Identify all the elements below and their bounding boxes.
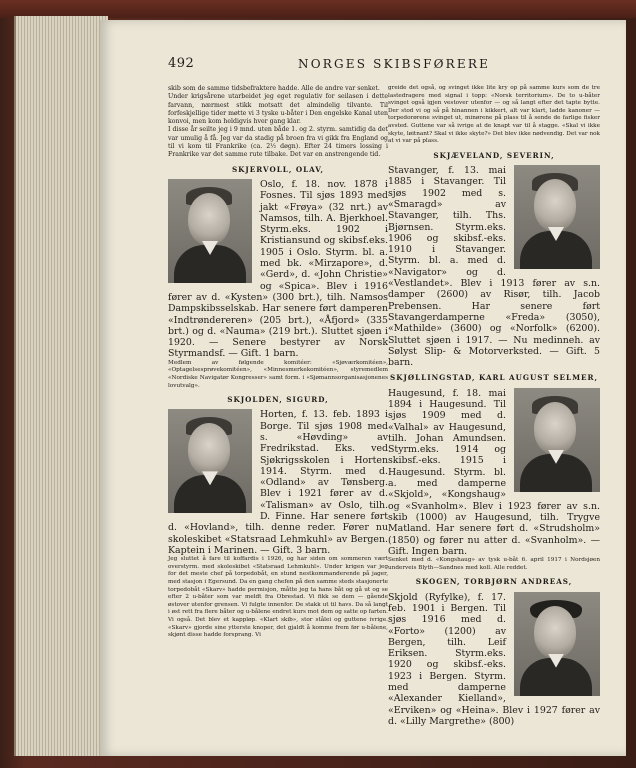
portrait-photo: [514, 592, 600, 696]
entry-heading: SKJÆVELAND, SEVERIN,: [433, 150, 555, 160]
entry-note: Medlem av følgende komitéer: «Sjøværkomitéen», «Optagelsesprøvekomitéen», «Minnesmerkekomitéen», styremedlem «Nordiske Navigatør Kongresser» samt form. i «Sjømannsorganisasjonenes lovutvalg».: [168, 359, 388, 389]
portrait-photo: [514, 165, 600, 269]
page-header: [168, 56, 628, 76]
portrait-photo: [168, 179, 252, 283]
portrait-photo: [168, 409, 252, 513]
right-column: [388, 85, 600, 727]
entry-heading: SKJERVOLL, OLAV,: [231, 164, 325, 174]
paragraph: greide det også, og svinget ikke lite kry op på samme kurs som de tre lastedragere med signal i topp: «Norsk territorium». De to u-båter svinget også igjen vestover utenfor — og så langt efter det tapte bytte. Der stod vi og så på hinannen i kikkert, alt var klart, ladde kanoner — torpedorørene svinget ut, minørene på plass til å sende de farlige fisker avsted. Guttene var så ivrige at de knapt var til å stagge. «Skal vi ikke skyte, løitnant? Skal vi ikke skyte?» Det blev ikke nødvendig. Det var nok at vi var på plass.: [388, 85, 600, 145]
entry-heading: SKJOLDEN, SIGURD,: [227, 395, 329, 405]
paragraph: Under krigsårene utarbeidet jeg eget regulativ for seilasen i dette farvann, nærmest stikk motsatt det almindelig tilvante. Til forfeskjellige tider møtte vi 3 tyske u-båter i Den engelske Kanal uten konvoi, men kom heldigvis hver gang klar.: [168, 93, 388, 126]
entry-note: Jeg sluttet å fare til koffardis i 1926, og har siden om sommeren vært overstyrm. med skoleskibet «Statsraad Lehmkuhl». Under krigen var jeg for det meste chef på torpedobåt, en stund nestkommanderende på jager, med stasjon i Egersund. Da en gang chefen på den samme steds stasjonerte torpedobåt «Skarv» hadde permisjon, måtte jeg ta hans båt og gå ut og se efter 2 u-båter som var meldt fra Obrestad. Vi fikk se dem — gående østover utenfor grensen. Vi fulgte innenfor. De stakk ut til havs. Da så langt i øst rett fra flere båter og u-bålene endret kurs mot dem og satte op farten. Vi også. Det blev et kappløp. «Klart skib», stor stålei og guttene ivrige. «Skarv» gjorde sine ytterste knoper, det gjaldt å komme frem før u-bålene, skjønt disse hadde forsprang. Vi: [168, 556, 388, 639]
paragraph: skib som de samme tidsbefraktere hadde. Alle de andre var senket.: [168, 85, 380, 92]
page-edges: [14, 16, 108, 756]
page-number: 492: [168, 56, 195, 71]
bio-text: Stavanger, f. 13. mai 1885 i Stavanger. Til sjøs 1902 med s. «Smaragd» av Stavanger, tilh. Ths. Bjørnsen. Styrm.eks. 1906 og skibsf.-eks. 1910 i Stavanger. Styrm. bl. a. med d. «Navigator» og d. «Vestlandet». Blev i 1913 fører av s.n. damper (2600) av Risør, tilh. Jacob Prebensen. Har senere ført Stavangerdamperne «Freda» (3050), «Mathilde» (3600) og «Norfolk» (6200). Sluttet sjøen i 1917. — Nu medinneh. av Sølyst Slip- & Motorverksted. — Gift. 5 barn.: [388, 165, 600, 369]
face: [534, 402, 576, 454]
entry-bio: [388, 165, 600, 368]
bio-text: Skjold (Ryfylke), f. 17. feb. 1901 i Bergen. Til sjøs 1916 med d. «Forto» (1200) av Bergen, tilh. Leif Eriksen. Styrm.eks. 1920 og skibsf.-eks. 1923 i Bergen. Styrm. med damperne «Alexander Kielland», «Erviken» og «Heina». Blev i 1927 fører av d. «Lilly Margrethe» (800): [388, 591, 600, 727]
face: [534, 179, 576, 231]
bio-text: Oslo, f. 18. nov. 1878 i Fosnes. Til sjøs 1893 med jakt «Frøya» (32 nrt.) av Namsos, tilh. A. Bjerkhoel. Styrm.eks. 1902 i Kristiansund og skibsf.eks. 1905 i Oslo. Styrm. bl. a. med bk. «Mirzapore», d. «Gerd», d. «John Christie» og «Spica». Blev i 1916 fører av d. «Kysten» (300 brt.), tilh. Namsos Dampskibsselskab. Har senere ført damperen «Indtrøndereren» (205 brt.), «Åfjord» (335 brt.) og d. «Nauma» (219 brt.). Sluttet sjøen i 1920. — Senere bestyrer av Norsk Styrmandsf. — Gift. 1 barn.: [168, 178, 388, 360]
entry-bio: [168, 179, 388, 360]
portrait-photo: [514, 388, 600, 492]
entry-heading: SKJØLLINGSTAD, KARL AUGUST SELMER,: [390, 373, 598, 383]
face: [188, 423, 230, 475]
entry-bio: [388, 388, 600, 557]
entry-heading: SKOGEN, TORBJØRN ANDREAS,: [415, 577, 573, 587]
entry-bio: [388, 592, 600, 728]
entry-bio: [168, 409, 388, 556]
bio-text: Haugesund, f. 18. mai 1894 i Haugesund. Til sjøs 1909 med d. «Valhal» av Haugesund, tilh. Johan Amundsen. Styrm.eks. 1914 og skibsf.-eks. 1915 i Haugesund. Styrm. bl. a. med damperne «Skjold», «Kongshaug» og «Svanholm». Blev i 1923 fører av s.n. skib (1000) av Haugesund, tilh. Trygve Matland. Har senere ført d. «Strudsholm» (1850) og fører nu atter d. «Svanholm». — Gift. Ingen barn.: [388, 387, 600, 557]
entry-note: Senket med d. «Kongshaug» av tysk u-båt 6. april 1917 i Nordsjøen underveis Blyth—Sandnes med koll. Alle reddet.: [388, 557, 600, 571]
paragraph: I disse år seilte jeg i 9 mnd. uten både 1. og 2. styrm. samtidig da det var umulig å få. Jeg var da stadig på broen fra vi gikk fra England og til vi kom til Frankrike (ca. 2½ døgn). Efter 24 timers lossing i Frankrike var det samme rute tilbake. Det var en anstrengende tid.: [168, 126, 388, 159]
face: [534, 606, 576, 658]
left-column: [168, 85, 388, 640]
running-head: NORGES SKIBSFØRERE: [298, 57, 491, 71]
bio-text: Horten, f. 13. feb. 1893 i Borge. Til sjøs 1908 med s. «Høvding» av Fredrikstad. Eks. ved Sjøkrigsskolen i Horten 1914. Styrm. med d. «Odland» av Tønsberg. Blev i 1921 fører av d. «Talisman» av Oslo, tilh. D. Finne. Har senere ført d. «Hovland», tilh. denne reder. Fører nu skoleskibet «Statsraad Lehmkuhl» av Bergen. Kaptein i Marinen. — Gift. 3 barn.: [168, 409, 388, 556]
face: [188, 193, 230, 245]
